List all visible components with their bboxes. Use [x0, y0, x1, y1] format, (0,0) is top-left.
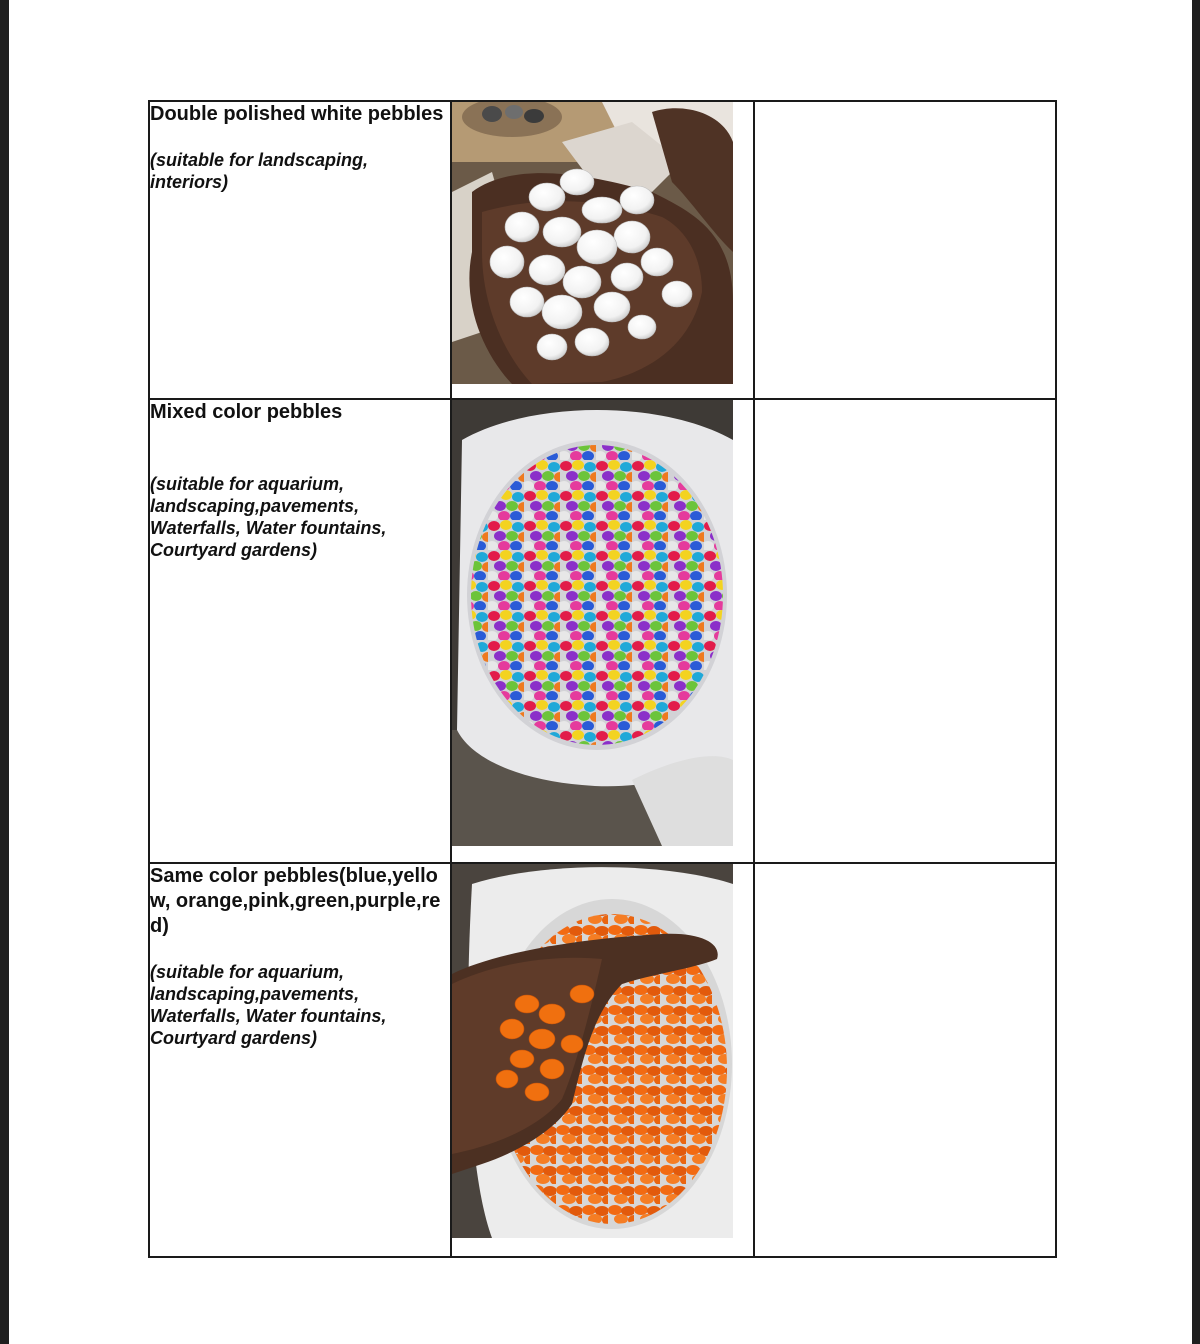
description-cell — [149, 399, 451, 863]
window-edge-right — [1192, 0, 1200, 1344]
product-usage: (suitable for landscaping, interiors) — [150, 150, 369, 192]
window-edge-left — [0, 0, 9, 1344]
description-cell — [149, 863, 451, 1257]
table-row — [149, 863, 1056, 1257]
empty-cell — [754, 399, 1056, 863]
product-name: Double polished white pebbles — [150, 103, 444, 125]
product-usage: (suitable for aquarium, landscaping,pavements, Waterfalls, Water fountains, Courtyard gardens) — [150, 474, 387, 560]
empty-cell — [754, 101, 1056, 399]
empty-cell — [754, 863, 1056, 1257]
white-pebbles-photo — [452, 102, 733, 384]
photo-cell — [451, 399, 753, 863]
orange-pebbles-photo — [452, 864, 733, 1238]
description-cell — [149, 101, 451, 399]
mixed-color-pebbles-photo — [452, 400, 733, 846]
product-name: Mixed color pebbles — [150, 401, 343, 423]
product-usage: (suitable for aquarium, landscaping,pavements, Waterfalls, Water fountains, Courtyard gardens) — [150, 962, 387, 1048]
photo-cell — [451, 101, 753, 399]
document-page — [9, 0, 1192, 1344]
table-row — [149, 399, 1056, 863]
product-name: Same color pebbles(blue,yellow, orange,pink,green,purple,red) — [150, 865, 441, 937]
table-row — [149, 101, 1056, 399]
photo-cell — [451, 863, 753, 1257]
product-table — [148, 100, 1057, 1258]
